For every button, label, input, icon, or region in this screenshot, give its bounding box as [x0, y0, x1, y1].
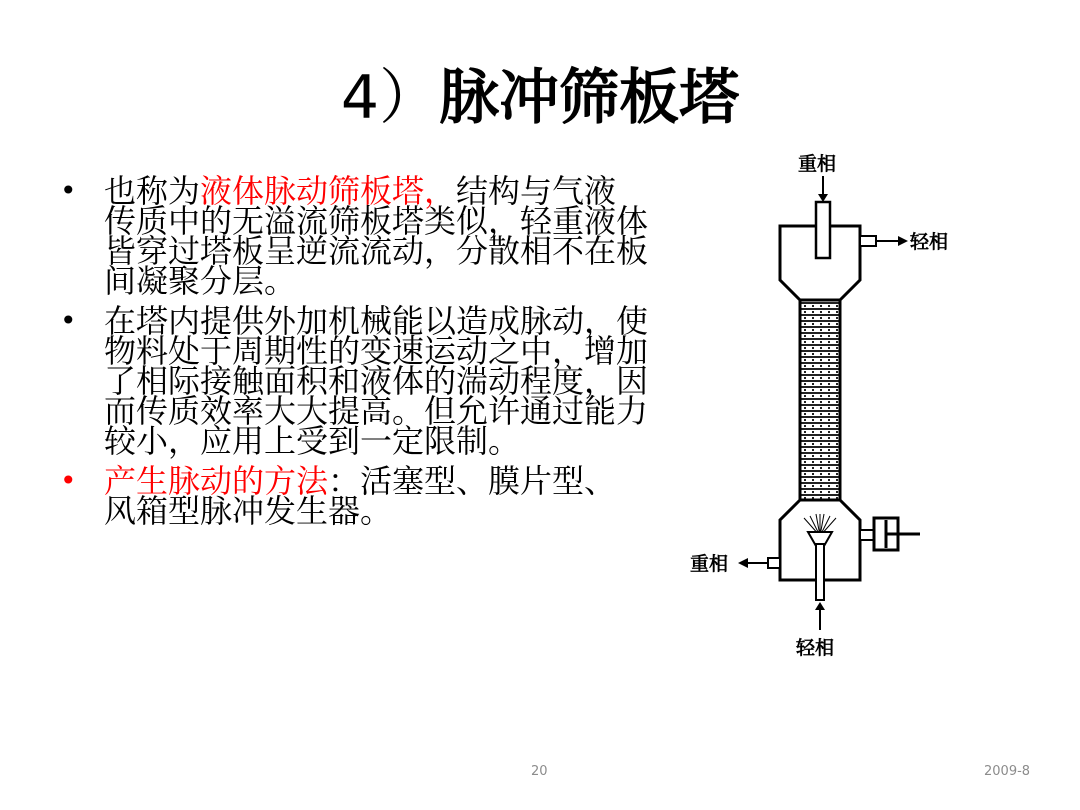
slide-title [0, 58, 1080, 138]
light-outlet-nozzle [860, 236, 876, 246]
heavy-outlet-nozzle [768, 558, 780, 568]
bullet-3-rest: ：活塞型、膜片型、风箱型脉冲发生器。 [104, 462, 617, 530]
bullet-marker: • [60, 304, 77, 337]
label-light-phase-out: 轻相 [910, 231, 949, 253]
light-out-arrow-head [898, 236, 908, 246]
bullet-marker: • [60, 464, 77, 497]
label-heavy-phase-in: 重相 [798, 153, 837, 175]
bullet-1-highlight: 液体脉动筛板塔， [200, 172, 457, 210]
bullet-3-highlight: 产生脉动的方法 [104, 462, 329, 500]
bullet-item [58, 462, 648, 530]
title-number: 4） [340, 63, 440, 133]
light-inlet-pipe [816, 544, 824, 600]
bullet-1-rest: 结构与气液传质中的无溢流筛板塔类似，轻重液体皆穿过塔板呈逆流流动，分散相不在板间凝聚分层。 [104, 172, 649, 300]
bullet-item [58, 172, 649, 300]
bullet-marker: • [60, 174, 77, 207]
pulse-connector [860, 530, 874, 540]
bullet-1-prefix: 也称为 [104, 172, 201, 210]
light-in-arrow-head [815, 602, 825, 610]
bullet-item [58, 302, 649, 460]
bullet-2-text: 在塔内提供外加机械能以造成脉动，使物料处于周期性的变速运动之中，增加了相际接触面积和液体的湍动程度，因而传质效率大大提高。但允许通过能力较小，应用上受到一定限制。 [104, 302, 649, 460]
heavy-inlet-pipe [816, 202, 830, 258]
page-number: 20 [531, 764, 548, 779]
title-text: 脉冲筛板塔 [439, 63, 740, 133]
footer-date: 2009-8 [984, 764, 1031, 779]
label-heavy-phase-out: 重相 [690, 553, 729, 575]
heavy-out-arrow-head [738, 558, 748, 568]
column-sieve-plates [800, 300, 840, 500]
pulse-column-diagram [680, 140, 980, 680]
label-light-phase-in: 轻相 [796, 637, 835, 659]
bullet-list [58, 172, 649, 536]
